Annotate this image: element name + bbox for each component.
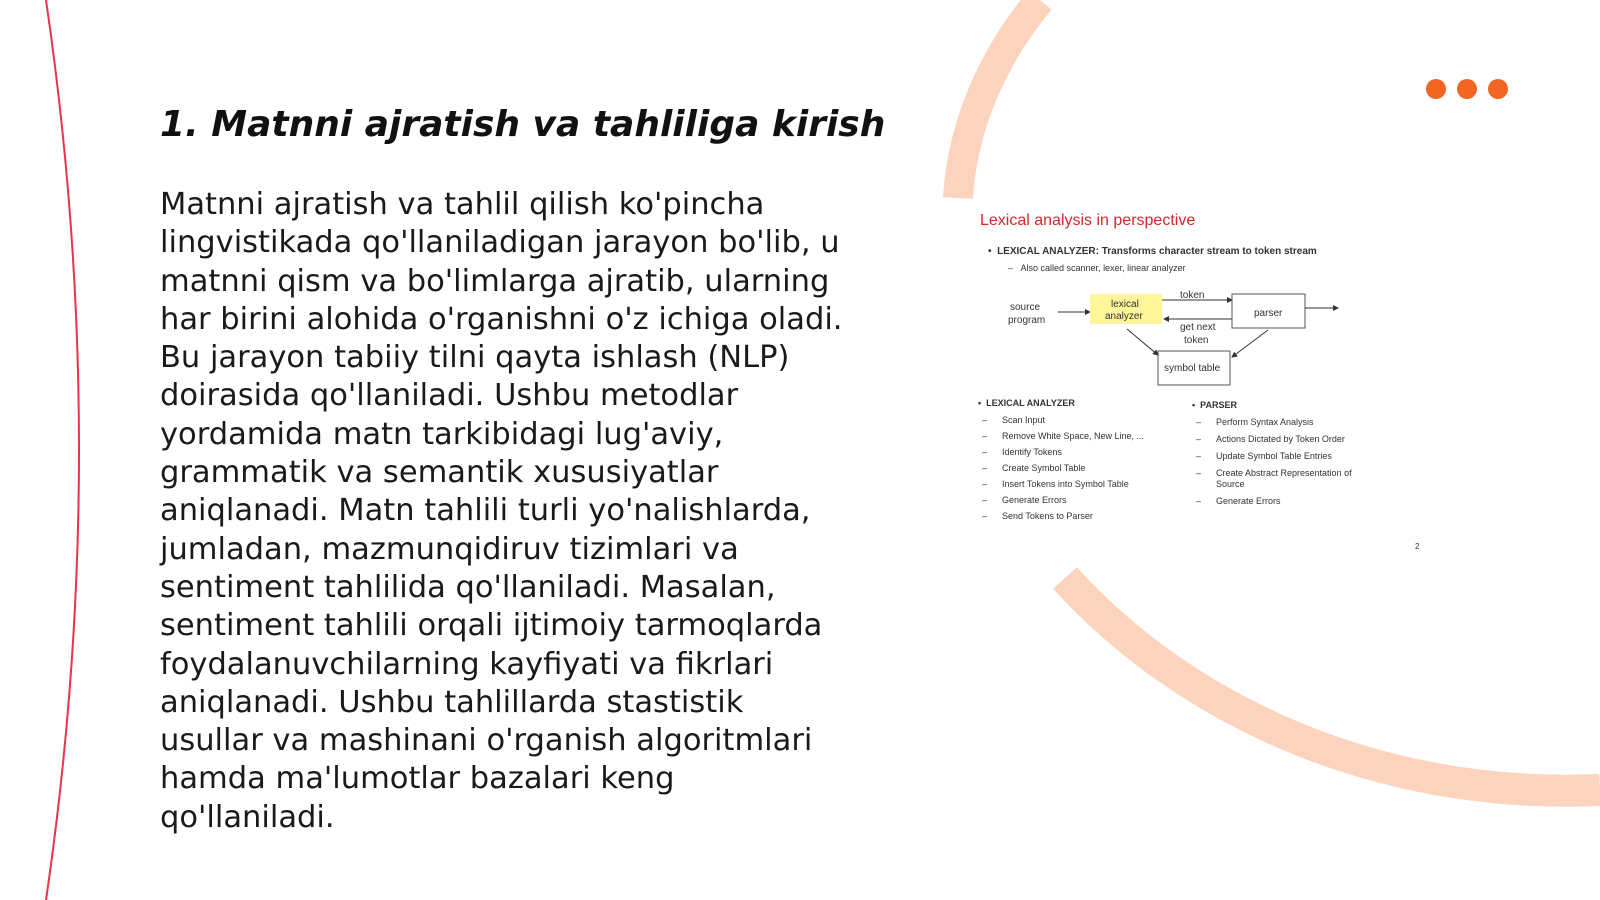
list-item: – Actions Dictated by Token Order [1192,434,1372,445]
slide-sub-text: Also called scanner, lexer, linear analyzer [1020,263,1186,273]
list-item: – Remove White Space, New Line, ... [978,431,1178,442]
slide-bullet-text: LEXICAL ANALYZER: Transforms character stream to token stream [997,246,1317,257]
list-item: – Scan Input [978,415,1178,426]
lexical-analyzer-list [978,398,1178,527]
left-edge-line [46,0,79,900]
list-item: – Create Symbol Table [978,463,1178,474]
list-item: – Perform Syntax Analysis [1192,417,1372,428]
dot [1426,79,1446,99]
list-item: – Update Symbol Table Entries [1192,451,1372,462]
get-next-label-1: get next [1180,322,1216,333]
parser-list [1192,400,1372,513]
page-title: 1. Matnni ajratish va tahliliga kirish [160,104,886,145]
list-item: – Create Abstract Representation of Source [1192,468,1372,490]
list-item: – Generate Errors [978,495,1178,506]
lexer-diagram [990,285,1410,395]
token-label: token [1180,290,1205,301]
parser-label: parser [1254,308,1283,319]
slide-page-number: 2 [1415,542,1420,551]
dot [1457,79,1477,99]
lexer-label-2: analyzer [1105,311,1143,322]
get-next-label-2: token [1184,335,1209,346]
slide-title: Lexical analysis in perspective [980,212,1196,229]
lexical-analyzer-heading: LEXICAL ANALYZER [986,398,1075,408]
three-dots-icon[interactable] [1426,79,1508,99]
source-label-1: source [1010,302,1041,313]
body-paragraph: Matnni ajratish va tahlil qilish ko'pincha lingvistikada qo'llaniladigan jarayon bo'lib, u matnni qism va bo'limlarga ajratib, ularning har birini alohida o'rganishni o'z ichiga oladi. Bu jarayon tabiiy tilni qayta ishlash (NLP) doirasida qo'llaniladi. Ushbu metodlar yordamida matn tarkibidagi lug'aviy, grammatik va semantik xususiyatlar aniqlanadi. Matn tahlili turli yo'nalishlarda, jumladan, mazmunqidiruv tizimlari va sentiment tahlilida qo'llaniladi. Masalan, sentiment tahlili orqali ijtimoiy tarmoqlarda foydalanuvchilarning kayfiyati va fikrlari aniqlanadi. Ushbu tahlillarda stastistik usullar va mashinani o'rganish algoritmlari hamda ma'lumotlar bazalari keng qo'llaniladi. [160,187,843,835]
embedded-slide-image [960,200,1420,570]
slide-bullet: • LEXICAL ANALYZER: Transforms character stream to token stream [988,246,1317,257]
orange-arc-bottom [1065,578,1600,791]
list-item: – Identify Tokens [978,447,1178,458]
list-item: – Send Tokens to Parser [978,511,1178,522]
list-heading: • PARSER [1192,400,1237,410]
slide-sub-bullet: – Also called scanner, lexer, linear analyzer [1008,263,1186,273]
list-item: – Generate Errors [1192,496,1372,507]
lexer-label-1: lexical [1111,299,1139,310]
source-label-2: program [1008,315,1046,326]
symbol-table-label: symbol table [1164,363,1221,374]
list-heading: • LEXICAL ANALYZER [978,398,1075,408]
list-item: – Insert Tokens into Symbol Table [978,479,1178,490]
dot [1488,79,1508,99]
parser-heading: PARSER [1200,400,1237,410]
orange-arc-top [958,0,1040,198]
